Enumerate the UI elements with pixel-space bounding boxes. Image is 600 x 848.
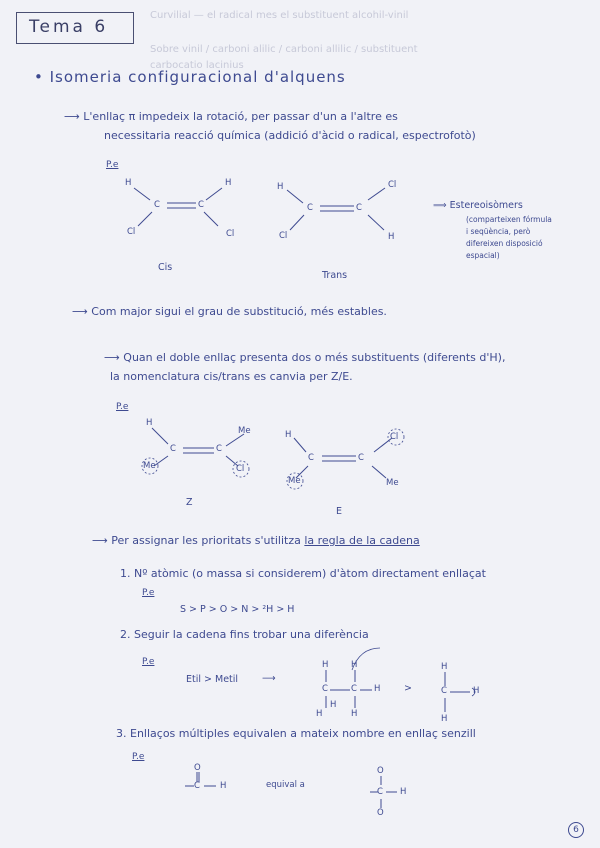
para1-line1: ⟶ L'enllaç π impedeix la rotació, per passar d'un a l'altre es [64, 110, 398, 123]
ethyl-atom-h2: H [351, 660, 358, 670]
cis-atom-cl1: Cl [127, 227, 136, 237]
rule1-text: 1. Nº atòmic (o massa si considerem) d'àtom directament enllaçat [120, 567, 486, 580]
para3-line1: ⟶ Quan el doble enllaç presenta dos o més substituents (diferents d'H), [104, 351, 506, 364]
section-heading: • Isomeria configuracional d'alquens [34, 68, 346, 86]
z-atom-h: H [146, 418, 153, 428]
rule3-left-c: C [194, 781, 200, 791]
stereo-note-2: i seqüència, però [466, 227, 531, 236]
rule3-right-h: H [400, 787, 407, 797]
rule1-order: S > P > O > N > ²H > H [180, 604, 295, 615]
trans-label: Trans [322, 270, 348, 281]
rule3-right-c: C [377, 787, 383, 797]
z-atom-me2: Me [143, 461, 156, 471]
rule2-gt: > [404, 683, 412, 694]
e-atom-h: H [285, 430, 292, 440]
para1-line2: necessitaria reacció química (addició d'àcid o radical, espectrofotò) [104, 129, 476, 142]
para3-line2: la nomenclatura cis/trans es canvia per Z/E. [110, 370, 353, 383]
ethyl-atom-h6: H [330, 700, 337, 710]
stereo-note-1: (comparteixen fórmula [466, 215, 552, 224]
page-number: 6 [568, 822, 584, 838]
rule3-left-h: H [220, 781, 227, 791]
pe-label-2: P.e [116, 402, 129, 412]
e-atom-cl: Cl [390, 432, 399, 442]
trans-atom-cl2: Cl [279, 231, 288, 241]
trans-atom-cl1: Cl [388, 180, 397, 190]
methyl-atom-h2: H [473, 686, 480, 696]
ethyl-atom-h5: H [351, 709, 358, 719]
page-title: Tema 6 [16, 12, 134, 44]
rule2-pe: P.e [142, 657, 155, 667]
stereo-note-4: espacial) [466, 251, 500, 260]
trans-atom-c1: C [307, 203, 313, 213]
rule3-equals: equival a [266, 780, 305, 790]
rule1-pe: P.e [142, 588, 155, 598]
cis-label: Cis [158, 262, 173, 273]
trans-atom-h1: H [277, 182, 284, 192]
para4: ⟶ Per assignar les prioritats s'utilitza la regla de la cadena [92, 534, 420, 547]
rule2-text: 2. Seguir la cadena fins trobar una diferència [120, 628, 369, 641]
rule2-arrow: ⟶ [262, 673, 276, 684]
trans-atom-h2: H [388, 232, 395, 242]
methyl-atom-c: C [441, 686, 447, 696]
rule3-right-o2: O [377, 808, 384, 818]
trans-atom-c2: C [356, 203, 362, 213]
z-atom-me1: Me [238, 426, 251, 436]
rule3-pe: P.e [132, 752, 145, 762]
cis-atom-c1: C [154, 200, 160, 210]
ghost-line-1: Curvilial — el radical mes el substituent alcohil-vinil [150, 10, 409, 21]
ghost-line-3: carbocatio lacinius [150, 60, 244, 71]
rule3-text: 3. Enllaços múltiples equivalen a mateix nombre en enllaç senzill [116, 727, 476, 740]
cis-atom-h1: H [125, 178, 132, 188]
ethyl-atom-c2: C [351, 684, 357, 694]
rule2-compare: Etil > Metil [186, 674, 239, 685]
z-atom-cl: Cl [236, 464, 245, 474]
rule3-right-o1: O [377, 766, 384, 776]
ethyl-atom-h1: H [322, 660, 329, 670]
methyl-atom-h3: H [441, 714, 448, 724]
e-atom-me1: Me [288, 476, 301, 486]
z-atom-c1: C [170, 444, 176, 454]
z-label: Z [186, 497, 193, 508]
cis-atom-c2: C [198, 200, 204, 210]
ethyl-atom-h4: H [316, 709, 323, 719]
e-atom-c1: C [308, 453, 314, 463]
cis-atom-cl2: Cl [226, 229, 235, 239]
methyl-atom-h1: H [441, 662, 448, 672]
e-label: E [336, 506, 343, 517]
e-atom-c2: C [358, 453, 364, 463]
ethyl-atom-c1: C [322, 684, 328, 694]
rule3-left-o: O [194, 763, 201, 773]
cis-atom-h2: H [225, 178, 232, 188]
ghost-line-2: Sobre vinil / carboni alilic / carboni allilic / substituent [150, 44, 418, 55]
stereoisomers-arrow: ⟹ Estereoisòmers [433, 200, 523, 211]
z-atom-c2: C [216, 444, 222, 454]
ethyl-atom-h3: H [374, 684, 381, 694]
pe-label-1: P.e [106, 160, 119, 170]
para2: ⟶ Com major sigui el grau de substitució, més estables. [72, 305, 387, 318]
stereo-note-3: difereixen disposició [466, 239, 543, 248]
e-atom-me2: Me [386, 478, 399, 488]
